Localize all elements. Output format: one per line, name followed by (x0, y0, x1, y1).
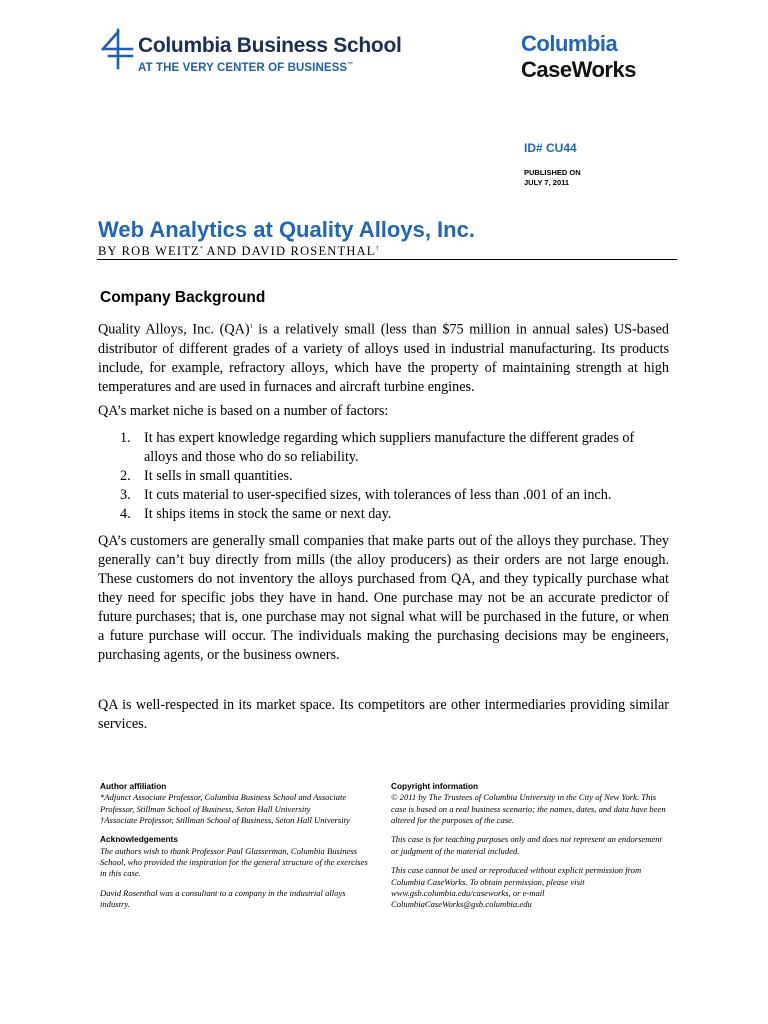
byline: BY ROB WEITZ* AND DAVID ROSENTHAL† (98, 244, 379, 258)
paragraph-1: Quality Alloys, Inc. (QA)$^1$ is a relatively small (less than $75 million in annual sales) US-based distributor of different grades of a variety of alloys used in industrial manufacturing. Its products include, for example, refractory alloys, which have the property of maintaining strength at high temperatures and are used in furnaces and aircraft turbine engines. (98, 321, 669, 395)
section-heading: Company Background (100, 289, 266, 306)
list-item: 4. It ships items in stock the same or next day. (120, 506, 392, 522)
author-note-2: †Associate Professor, Stillman School of Business, Seton Hall University (100, 815, 350, 826)
copyright-text: © 2011 by The Trustees of Columbia University in the City of New York. This case is based on a real business scenario; the names, dates, and data have been altered for the purposes of the case. (391, 792, 666, 826)
title-divider (97, 259, 677, 260)
case-title: Web Analytics at Quality Alloys, Inc. (98, 217, 475, 242)
footer-right (391, 781, 666, 911)
paragraph-4: QA is well-respected in its market space. Its competitors are other intermediaries providing similar services. (98, 697, 669, 732)
acknowledgements-text: The authors wish to thank Professor Paul Glasserman, Columbia Business School, who provided the inspiration for the general structure of the exercises in this case. (100, 845, 368, 879)
list-item: 3. It cuts material to user-specified sizes, with tolerances of less than .001 of an inch. (120, 487, 612, 503)
permission-email: ColumbiaCaseWorks@gsb.columbia.edu (391, 899, 532, 910)
author-affiliation-heading: Author affiliation (100, 781, 167, 791)
acknowledgements-heading: Acknowledgements (100, 834, 178, 845)
list-item: 2. It sells in small quantities. (120, 468, 293, 484)
publication-date: PUBLISHED ON JULY 7, 2011 (524, 168, 581, 187)
acknowledgements-note: David Rosenthal was a consultant to a company in the industrial alloys industry. (100, 887, 346, 910)
copyright-heading: Copyright information (391, 781, 479, 791)
caseworks-logo-line1: Columbia (521, 31, 618, 56)
list-item: 1. It has expert knowledge regarding which suppliers manufacture the different grades of alloys and those who do so reliability. (120, 430, 635, 465)
author-note-1: *Adjunct Associate Professor, Columbia Business School and Associate Professor, Stillman School of Business, Seton Hall University (100, 792, 347, 814)
teaching-purposes-text: This case is for teaching purposes only and does not represent an endorsement or judgment of the material included. (391, 834, 662, 856)
footer-left (100, 781, 370, 911)
permission-url: www.gsb.columbia.edu/caseworks, or e-mail (391, 888, 545, 899)
caseworks-logo-line2: CaseWorks (521, 57, 636, 82)
permission-text: This case cannot be used or reproduced without explicit permission from Columbia CaseWorks. To obtain permission, please visit (391, 865, 642, 887)
factors-list (98, 429, 669, 524)
school-tagline: AT THE VERY CENTER OF BUSINESS™ (138, 62, 354, 74)
case-id: ID# CU44 (524, 141, 577, 155)
school-name: Columbia Business School (138, 34, 402, 57)
paragraph-3: QA’s customers are generally small companies that make parts out of the alloys they purchase. They generally can’t buy directly from mills (the alloy producers) as their orders are not large enough. These customers do not inventory the alloys purchased from QA, and they typically purchase what they need for specific jobs they have in hand. One purchase may not be an accurate predictor of future purchases; that is, one purchase may not signal what will be purchased in the future, or when a future purchase will occur. The individuals making the purchasing decisions may be engineers, purchasing agents, or the business owners. (98, 533, 669, 663)
paragraph-2: QA’s market niche is based on a number of factors: (98, 403, 389, 419)
columbia-crown-logo-icon (100, 28, 134, 70)
